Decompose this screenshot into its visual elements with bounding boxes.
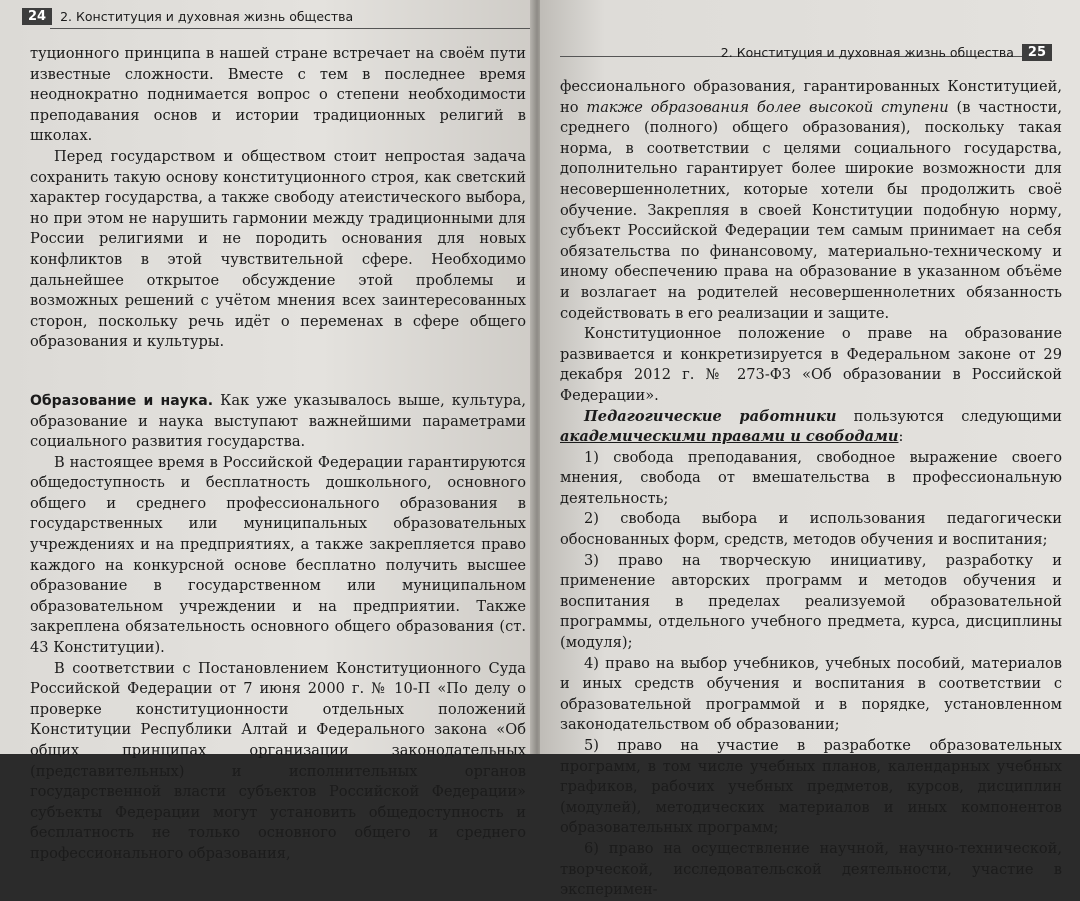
left-page-text <box>30 44 526 865</box>
header-rule <box>50 28 530 29</box>
text-run: : <box>898 428 904 446</box>
list-item: 1) свобода преподавания, свободное выражение своего мнения, свобода от вмешательства в профессиональную деятельность; <box>560 448 1062 507</box>
section-paragraph <box>30 391 526 453</box>
paragraph <box>560 77 1062 324</box>
list-item: 6) право на осуществление научной, научно-технической, творческой, исследовательской деятельности, участие в эксперимен- <box>560 839 1062 899</box>
left-page-header <box>22 8 353 25</box>
underlined-italic-run: академическими правами и свободами <box>560 428 899 446</box>
page-number: 24 <box>22 8 52 25</box>
text-run: пользуются следующими <box>836 407 1062 425</box>
left-page <box>0 0 534 862</box>
section-text: Как уже указывалось выше, культура, образование и наука выступают важнейшими параметрами социального развития государства. <box>30 391 527 451</box>
text-run: фессионального образования, гарантированных Конституцией, но <box>560 78 1062 116</box>
list-item: 4) право на выбор учебников, учебных пособий, материалов и иных средств обучения и воспитания в соответствии с образовательной программой и в порядке, установленном законодательством об образовании; <box>560 654 1062 734</box>
right-page-header <box>721 44 1052 61</box>
list-item: 3) право на творческую инициативу, разработку и применение авторских программ и методов обучения и воспитания в пределах реализуемой образовательной программы, отдельного учебного предмета, курса, дисциплины (модуля); <box>560 551 1062 652</box>
list-item: 5) право на участие в разработке образовательных программ, в том числе учебных планов, календарных учебных графиков, рабочих учебных предметов, курсов, дисциплин (модулей), методических материалов и иных компонентов образовательных программ; <box>560 737 1062 837</box>
paragraph: Конституционное положение о праве на образование развивается и конкретизируется в Федеральном законе от 29 декабря 2012 г. № 273-ФЗ «Об образовании в Российской Федерации». <box>560 325 1062 404</box>
italic-run: также образования более высокой ступени <box>586 98 949 116</box>
running-title: 2. Конституция и духовная жизнь общества <box>720 45 1014 60</box>
bold-italic-run: Педагогические работники <box>584 407 837 425</box>
paragraph <box>560 407 1062 448</box>
running-title: 2. Конституция и духовная жизнь общества <box>60 9 354 24</box>
paragraph: Перед государством и обществом стоит непростая задача сохранить такую основу конституционного строя, как светский характер государства, а также свободу атеистического выбора, но при этом не нарушить гармонии между традиционными для России религиями и не породить основания для новых конфликтов в этой чувствительной сфере. Необходимо дальнейшее открытое обсуждение этой проблемы и возможных решений с учётом мнения всех заинтересованных сторон, поскольку речь идёт о переменах в сфере общего образования и культуры. <box>30 147 526 351</box>
paragraph: В настоящее время в Российской Федерации гарантируются общедоступность и бесплатность дошкольного, основного общего и среднего профессионального образования в государственных или муниципальных образовательных учреждениях и на предприятиях, а также закрепляется право каждого на конкурсной основе бесплатно получить высшее образование в государственном или муниципальном образовательном учреждении и на предприятии. Также закреплена обязательность основного общего образования (ст. 43 Конституции). <box>30 453 526 657</box>
paragraph: туционного принципа в нашей стране встречает на своём пути известные сложности. Вместе с тем в последнее время неоднократно поднимается вопрос о степени необходимости преподавания основ и истории традиционных религий в школах. <box>30 45 526 145</box>
page-number: 25 <box>1022 44 1052 61</box>
right-page <box>540 0 1080 899</box>
list-item: 2) свобода выбора и использования педагогически обоснованных форм, средств, методов обучения и воспитания; <box>560 510 1062 549</box>
section-heading: Образование и наука. <box>30 392 214 409</box>
text-run: (в частности, среднего (полного) общего образования), поскольку такая норма, в соответствии с целями социального государства, дополнительно гарантирует более широкие возможности для несовершеннолетних, которые хотели бы продолжить своё обучение. Закрепляя в своей Конституции подобную норму, субъект Российской Федерации тем самым принимает на себя обязательства по финансовому, материально-техническому и иному обеспечению права на образование в указанном объёме и возлагает на родителей несовершеннолетних обязанность содействовать в его реализации и защите. <box>560 98 1062 322</box>
right-page-text <box>560 77 1062 901</box>
paragraph: В соответствии с Постановлением Конституционного Суда Российской Федерации от 7 июня 2000 г. № 10-П «По делу о проверке конституционности отдельных положений Конституции Республики Алтай и Федерального закона «Об общих принципах организации законодательных (представительных) и исполнительных органов государственной власти субъектов Российской Федерации» субъекты Федерации могут установить общедоступность и бесплатность не только основного общего и среднего профессионального образования, <box>30 659 526 862</box>
